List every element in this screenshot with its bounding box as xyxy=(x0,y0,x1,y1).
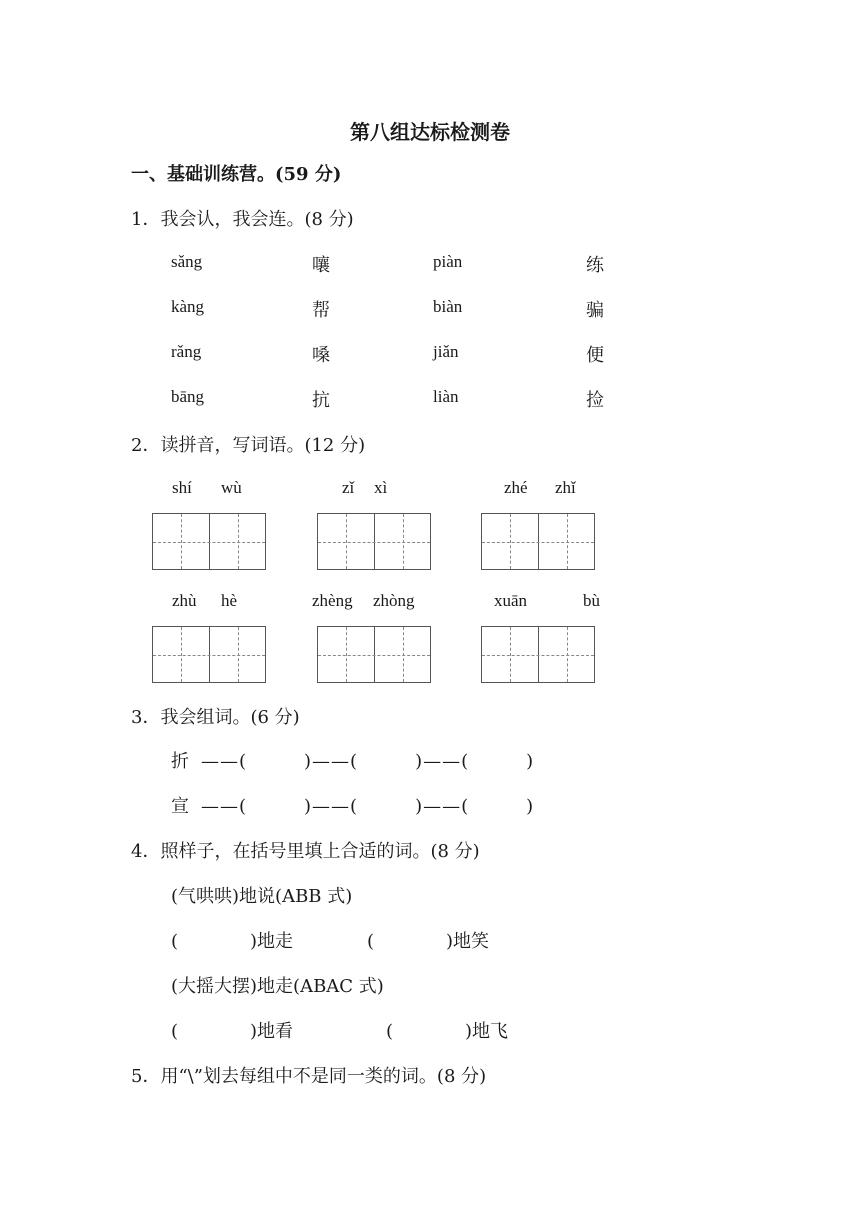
char-right: 捡 xyxy=(586,390,604,411)
char-left: 帮 xyxy=(312,300,330,321)
word-blanks[interactable]: ——( )——( )——( ) xyxy=(201,751,535,772)
pinyin-left: kàng xyxy=(171,297,205,316)
writing-grid[interactable] xyxy=(481,513,595,570)
question-1-label: 1．我会认，我会连。(8 分) xyxy=(131,209,354,230)
fill-blank[interactable]: ( )地笑 xyxy=(367,931,490,952)
writing-grid[interactable] xyxy=(152,513,266,570)
pinyin-syllable: zhòng xyxy=(373,591,415,610)
pinyin-syllable: xì xyxy=(374,478,388,497)
char-right: 骗 xyxy=(586,300,604,321)
question-2-label: 2．读拼音，写词语。(12 分) xyxy=(131,435,366,456)
pinyin-right: piàn xyxy=(433,252,463,271)
pinyin-syllable: zhé xyxy=(504,478,528,497)
pinyin-syllable: bù xyxy=(583,591,600,610)
pinyin-syllable: zhù xyxy=(172,591,197,610)
pinyin-syllable: zhèng xyxy=(312,591,353,610)
pinyin-right: biàn xyxy=(433,297,463,316)
fill-blank[interactable]: ( )地飞 xyxy=(386,1021,509,1042)
pinyin-syllable: zǐ xyxy=(342,478,355,497)
char-right: 练 xyxy=(586,255,604,276)
question-4-label: 4．照样子，在括号里填上合适的词。(8 分) xyxy=(131,841,480,862)
fill-blank[interactable]: ( )地看 xyxy=(171,1021,294,1042)
writing-grid[interactable] xyxy=(152,626,266,683)
pinyin-left: sǎng xyxy=(171,252,203,271)
char-right: 便 xyxy=(586,345,604,366)
writing-grid[interactable] xyxy=(317,626,431,683)
char-left: 抗 xyxy=(312,390,330,411)
word-char: 宣 xyxy=(171,796,189,817)
char-left: 嗓 xyxy=(312,345,330,366)
example-text: (气哄哄)地说(ABB 式) xyxy=(171,886,353,907)
word-blanks[interactable]: ——( )——( )——( ) xyxy=(201,796,535,817)
word-char: 折 xyxy=(171,751,189,772)
writing-grid[interactable] xyxy=(481,626,595,683)
pinyin-syllable: xuān xyxy=(494,591,528,610)
pinyin-syllable: wù xyxy=(221,478,242,497)
fill-blank[interactable]: ( )地走 xyxy=(171,931,294,952)
pinyin-right: liàn xyxy=(433,387,459,406)
writing-grid[interactable] xyxy=(317,513,431,570)
question-3-label: 3．我会组词。(6 分) xyxy=(131,707,300,728)
pinyin-syllable: shí xyxy=(172,478,192,497)
example-text: (大摇大摆)地走(ABAC 式) xyxy=(171,976,384,997)
question-5-label: 5．用“\”划去每组中不是同一类的词。(8 分) xyxy=(131,1066,487,1087)
section-heading: 一、基础训练营。(59 分) xyxy=(131,164,342,185)
pinyin-syllable: hè xyxy=(221,591,238,610)
pinyin-left: rǎng xyxy=(171,342,202,361)
pinyin-right: jiǎn xyxy=(433,342,459,361)
page-title: 第八组达标检测卷 xyxy=(350,120,510,144)
char-left: 嚷 xyxy=(312,255,330,276)
pinyin-syllable: zhǐ xyxy=(555,478,576,497)
pinyin-left: bāng xyxy=(171,387,205,406)
